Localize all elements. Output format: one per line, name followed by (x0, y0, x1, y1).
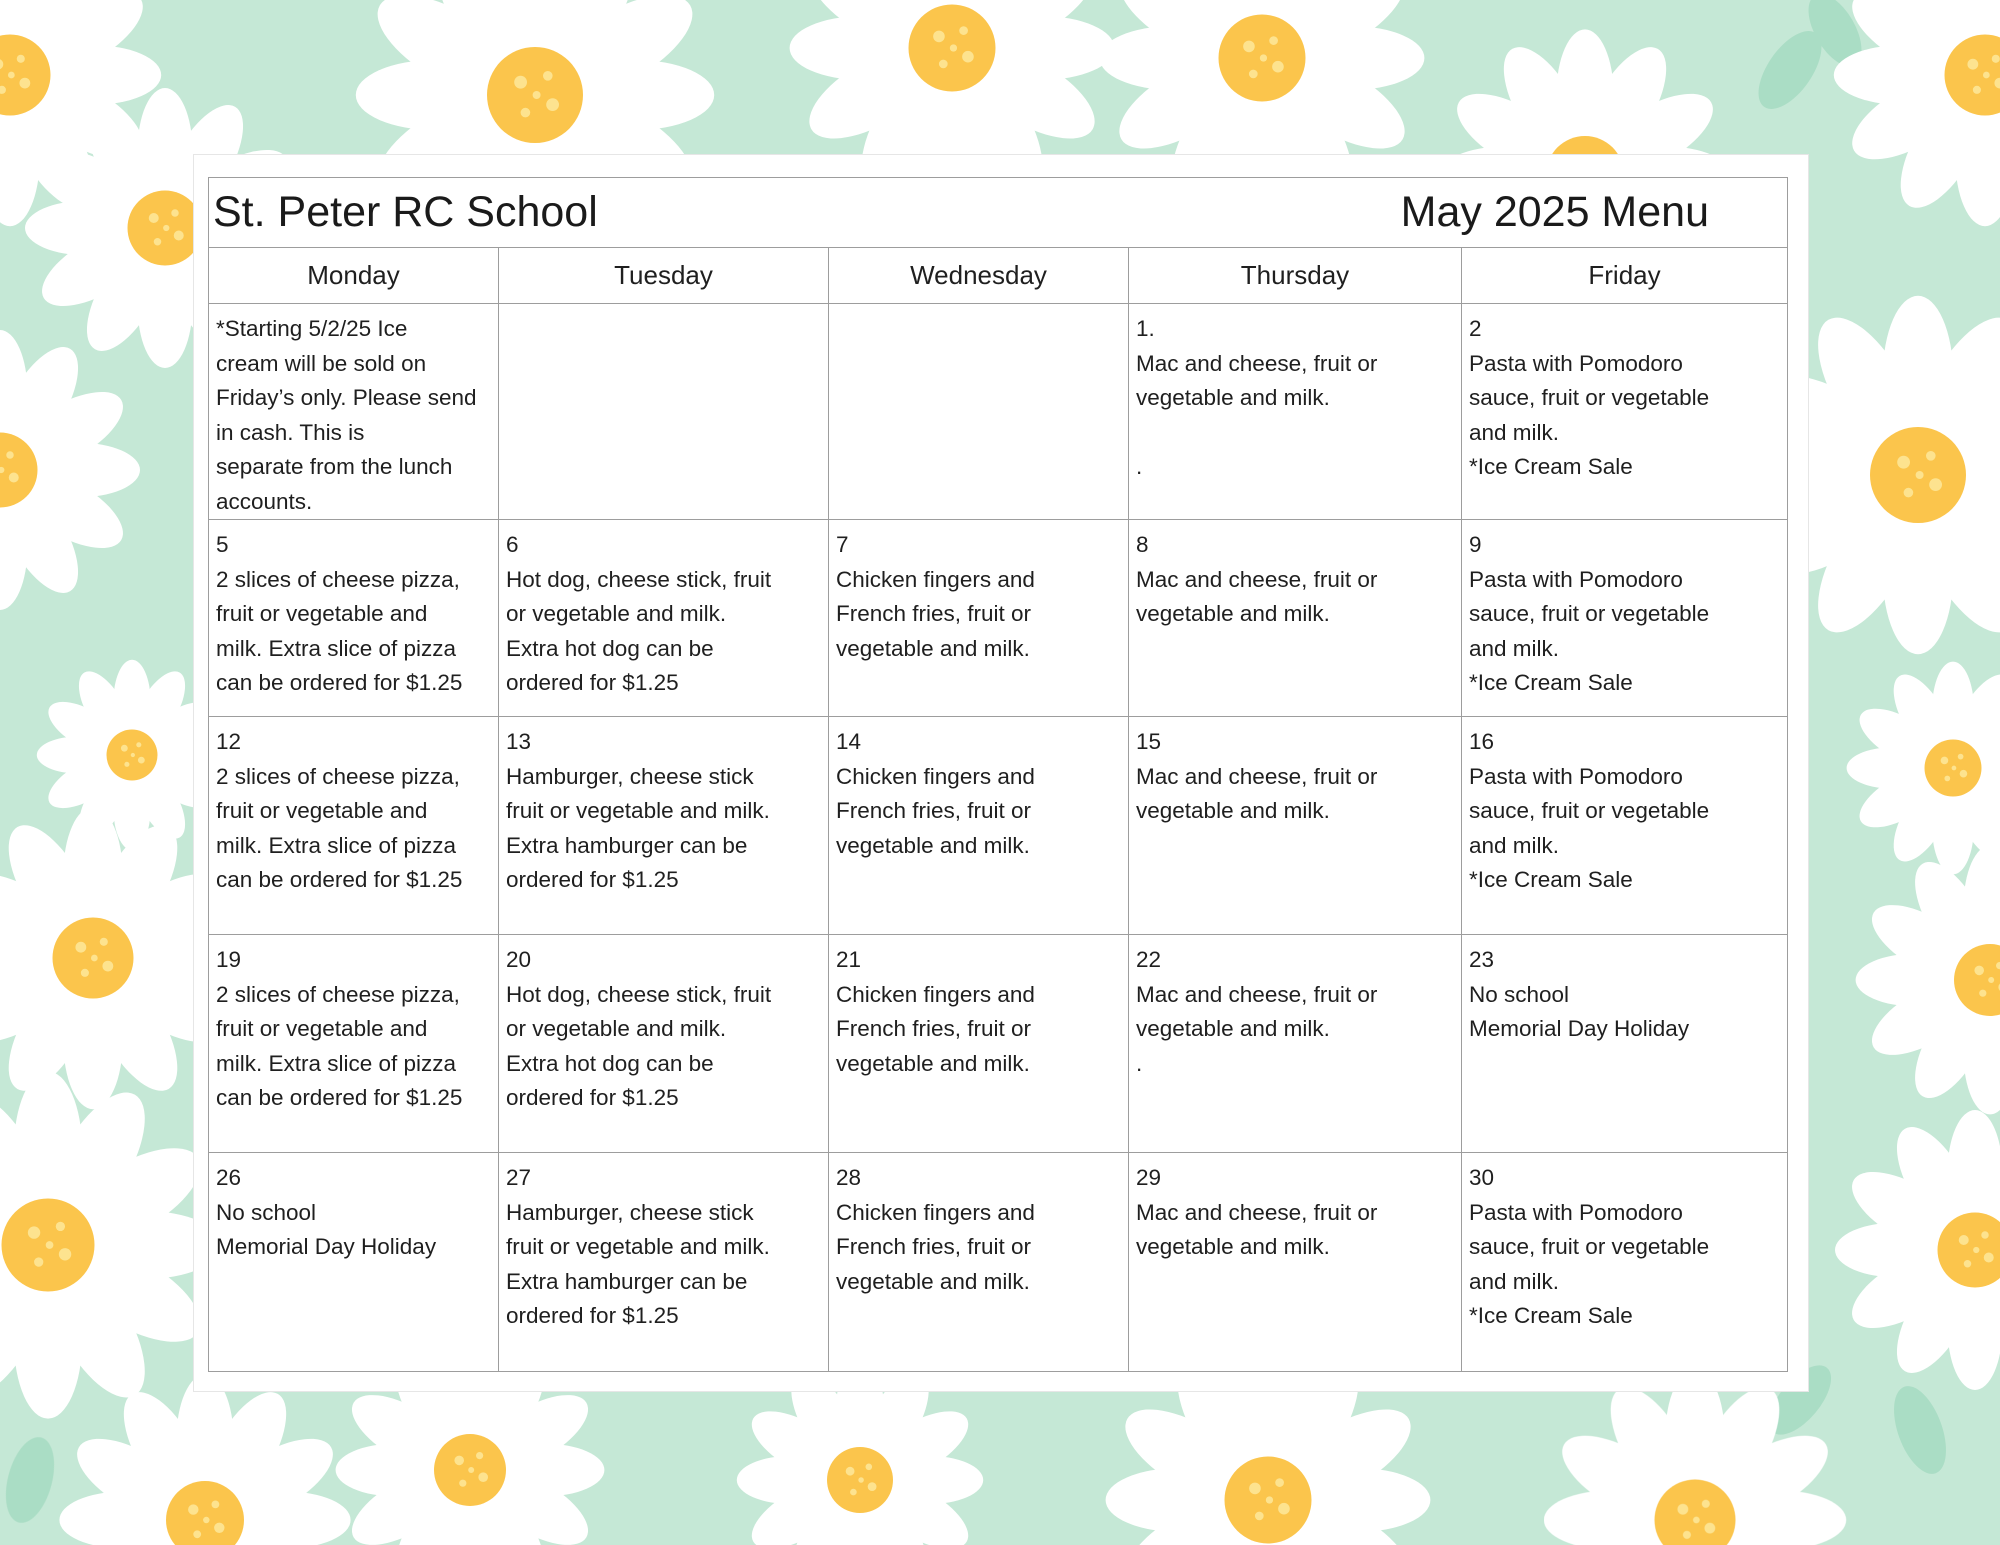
day-number: 30 (1469, 1165, 1495, 1190)
calendar-grid (209, 248, 1787, 1371)
day-cell (209, 935, 499, 1153)
menu-text: Mac and cheese, fruit or vegetable and milk. (1136, 1199, 1378, 1259)
day-number: 27 (506, 1165, 532, 1190)
weekday-header-friday: Friday (1462, 248, 1787, 304)
day-cell (1462, 935, 1787, 1153)
day-number: 12 (216, 729, 242, 754)
menu-text: Pasta with Pomodoro sauce, fruit or vegetable and milk. *Ice Cream Sale (1469, 1199, 1710, 1328)
day-number: 29 (1136, 1165, 1162, 1190)
day-cell (1129, 717, 1462, 935)
day-number: 16 (1469, 729, 1495, 754)
menu-month-title: May 2025 Menu (1400, 188, 1709, 236)
day-number: 2 (1469, 316, 1482, 341)
menu-text: Mac and cheese, fruit or vegetable and milk. . (1136, 981, 1378, 1076)
weekday-header-wednesday: Wednesday (829, 248, 1129, 304)
menu-text: No school Memorial Day Holiday (216, 1199, 437, 1259)
menu-text: Chicken fingers and French fries, fruit or vegetable and milk. (836, 763, 1035, 858)
menu-text: Chicken fingers and French fries, fruit or vegetable and milk. (836, 566, 1035, 661)
menu-text: Hamburger, cheese stick fruit or vegetable and milk. Extra hamburger can be ordered for $1.25 (506, 1199, 770, 1328)
menu-text: Hamburger, cheese stick fruit or vegetable and milk. Extra hamburger can be ordered for $1.25 (506, 763, 770, 892)
day-cell (1129, 304, 1462, 520)
menu-text: Chicken fingers and French fries, fruit or vegetable and milk. (836, 1199, 1035, 1294)
day-cell (829, 520, 1129, 717)
day-number: 28 (836, 1165, 862, 1190)
day-cell (499, 1153, 829, 1371)
day-number: 19 (216, 947, 242, 972)
menu-text: Chicken fingers and French fries, fruit or vegetable and milk. (836, 981, 1035, 1076)
day-cell (829, 304, 1129, 520)
day-number: 20 (506, 947, 532, 972)
weekday-header-monday: Monday (209, 248, 499, 304)
day-cell (829, 935, 1129, 1153)
day-cell (209, 520, 499, 717)
day-cell (1462, 304, 1787, 520)
day-number: 14 (836, 729, 862, 754)
school-name: St. Peter RC School (213, 188, 598, 236)
day-number: 5 (216, 532, 229, 557)
menu-text: Hot dog, cheese stick, fruit or vegetable and milk. Extra hot dog can be ordered for $1.25 (506, 566, 772, 695)
day-number: 23 (1469, 947, 1495, 972)
weekday-header-tuesday: Tuesday (499, 248, 829, 304)
menu-text: 2 slices of cheese pizza, fruit or vegetable and milk. Extra slice of pizza can be ordered for $1.25 (216, 763, 463, 892)
day-number: 15 (1136, 729, 1162, 754)
day-cell (499, 717, 829, 935)
day-cell (499, 520, 829, 717)
day-number: 21 (836, 947, 862, 972)
day-cell (1129, 520, 1462, 717)
menu-text: Mac and cheese, fruit or vegetable and milk. (1136, 566, 1378, 626)
menu-text: Mac and cheese, fruit or vegetable and milk. (1136, 763, 1378, 823)
menu-text: *Starting 5/2/25 Ice cream will be sold on Friday’s only. Please send in cash. This is separate from the lunch accounts. (216, 316, 477, 514)
menu-text: No school Memorial Day Holiday (1469, 981, 1690, 1041)
menu-text: Pasta with Pomodoro sauce, fruit or vegetable and milk. *Ice Cream Sale (1469, 763, 1710, 892)
day-cell (499, 935, 829, 1153)
day-cell (499, 304, 829, 520)
day-cell (209, 717, 499, 935)
menu-card (194, 155, 1808, 1391)
day-number: 8 (1136, 532, 1149, 557)
day-number: 7 (836, 532, 849, 557)
day-number: 22 (1136, 947, 1162, 972)
day-cell (1462, 520, 1787, 717)
day-cell (209, 304, 499, 520)
day-number: 13 (506, 729, 532, 754)
menu-text: 2 slices of cheese pizza, fruit or vegetable and milk. Extra slice of pizza can be ordered for $1.25 (216, 981, 463, 1110)
menu-text: Pasta with Pomodoro sauce, fruit or vegetable and milk. *Ice Cream Sale (1469, 566, 1710, 695)
day-cell (1462, 1153, 1787, 1371)
day-number: 26 (216, 1165, 242, 1190)
menu-text: Pasta with Pomodoro sauce, fruit or vegetable and milk. *Ice Cream Sale (1469, 350, 1710, 479)
day-cell (1462, 717, 1787, 935)
day-cell (1129, 935, 1462, 1153)
menu-text: 2 slices of cheese pizza, fruit or vegetable and milk. Extra slice of pizza can be ordered for $1.25 (216, 566, 463, 695)
menu-table (208, 177, 1788, 1372)
day-number: 9 (1469, 532, 1482, 557)
day-cell (1129, 1153, 1462, 1371)
title-row (209, 178, 1787, 248)
menu-text: Hot dog, cheese stick, fruit or vegetable and milk. Extra hot dog can be ordered for $1.25 (506, 981, 772, 1110)
menu-text: Mac and cheese, fruit or vegetable and milk. . (1136, 350, 1378, 479)
day-number: 1. (1136, 316, 1155, 341)
day-cell (829, 1153, 1129, 1371)
day-cell (209, 1153, 499, 1371)
day-cell (829, 717, 1129, 935)
day-number: 6 (506, 532, 519, 557)
weekday-header-thursday: Thursday (1129, 248, 1462, 304)
